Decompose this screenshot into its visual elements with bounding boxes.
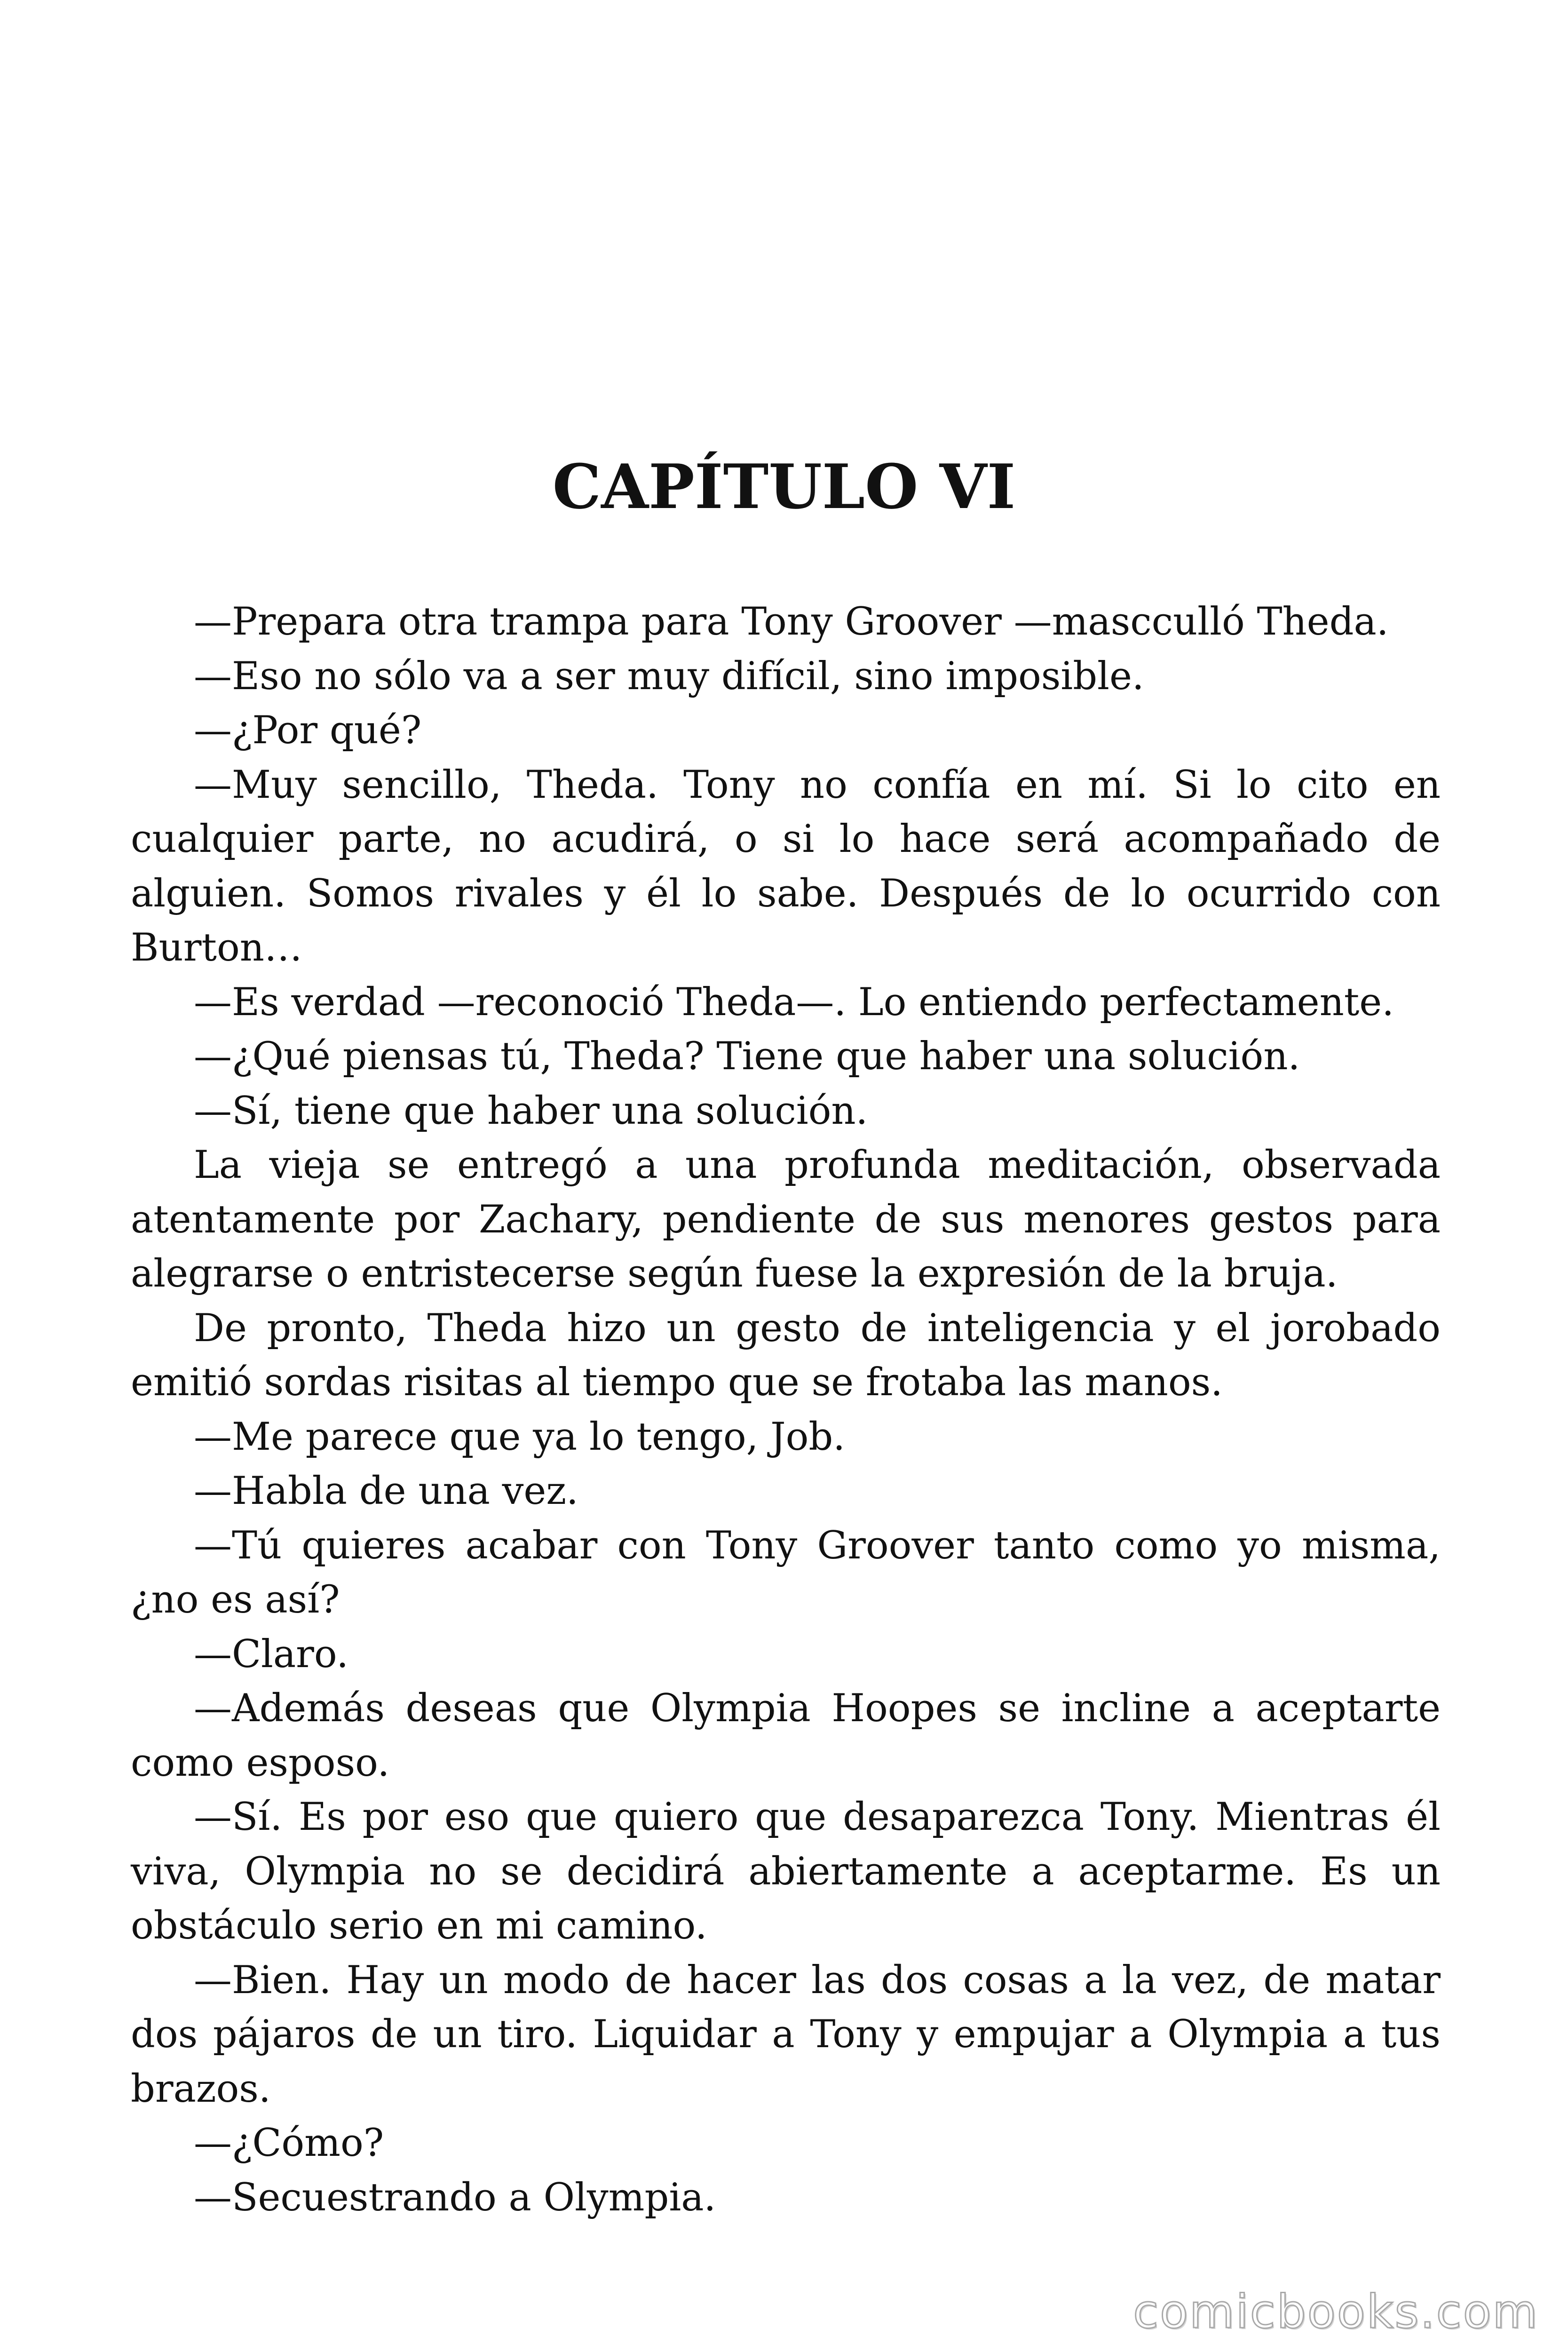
watermark: comicbooks.com (1133, 2285, 1539, 2339)
paragraph: —Me parece que ya lo tengo, Job. (194, 1414, 845, 1459)
paragraph: —Claro. (194, 1632, 348, 1677)
paragraph: —Eso no sólo va a ser muy difícil, sino imposible. (194, 654, 1144, 699)
paragraph: —Además deseas que Olympia Hoopes se incline a aceptarte como esposo. (131, 1686, 1441, 1785)
paragraph: —¿Por qué? (194, 708, 422, 753)
chapter-title: CAPÍTULO VI (552, 451, 1016, 523)
chapter-text (131, 595, 1441, 2225)
paragraph: —Es verdad —reconoció Theda—. Lo entiendo perfectamente. (194, 980, 1394, 1025)
paragraph: —Sí. Es por eso que quiero que desaparezca Tony. Mientras él viva, Olympia no se decidirá abiertamente a aceptarme. Es un obstáculo serio en mi camino. (131, 1795, 1441, 1948)
paragraph: —Secuestrando a Olympia. (194, 2175, 716, 2220)
paragraph: La vieja se entregó a una profunda meditación, observada atentamente por Zachary, pendiente de sus menores gestos para alegrarse o entristecerse según fuese la expresión de la bruja. (131, 1143, 1441, 1296)
paragraph: De pronto, Theda hizo un gesto de inteligencia y el jorobado emitió sordas risitas al tiempo que se frotaba las manos. (131, 1306, 1441, 1405)
paragraph: —Sí, tiene que haber una solución. (194, 1089, 868, 1133)
paragraph: —Habla de una vez. (194, 1469, 578, 1513)
paragraph: —¿Cómo? (194, 2121, 384, 2165)
paragraph: —Muy sencillo, Theda. Tony no confía en mí. Si lo cito en cualquier parte, no acudirá, o si lo hace será acompañado de alguien. Somos rivales y él lo sabe. Después de lo ocurrido con Burton… (131, 763, 1441, 970)
paragraph: —Bien. Hay un modo de hacer las dos cosas a la vez, de matar dos pájaros de un tiro. Liquidar a Tony y empujar a Olympia a tus brazos. (131, 1958, 1441, 2111)
paragraph: —¿Qué piensas tú, Theda? Tiene que haber una solución. (194, 1034, 1300, 1079)
paragraph: —Prepara otra trampa para Tony Groover —mascculló Theda. (194, 600, 1389, 644)
paragraph: —Tú quieres acabar con Tony Groover tanto como yo misma, ¿no es así? (131, 1523, 1441, 1622)
